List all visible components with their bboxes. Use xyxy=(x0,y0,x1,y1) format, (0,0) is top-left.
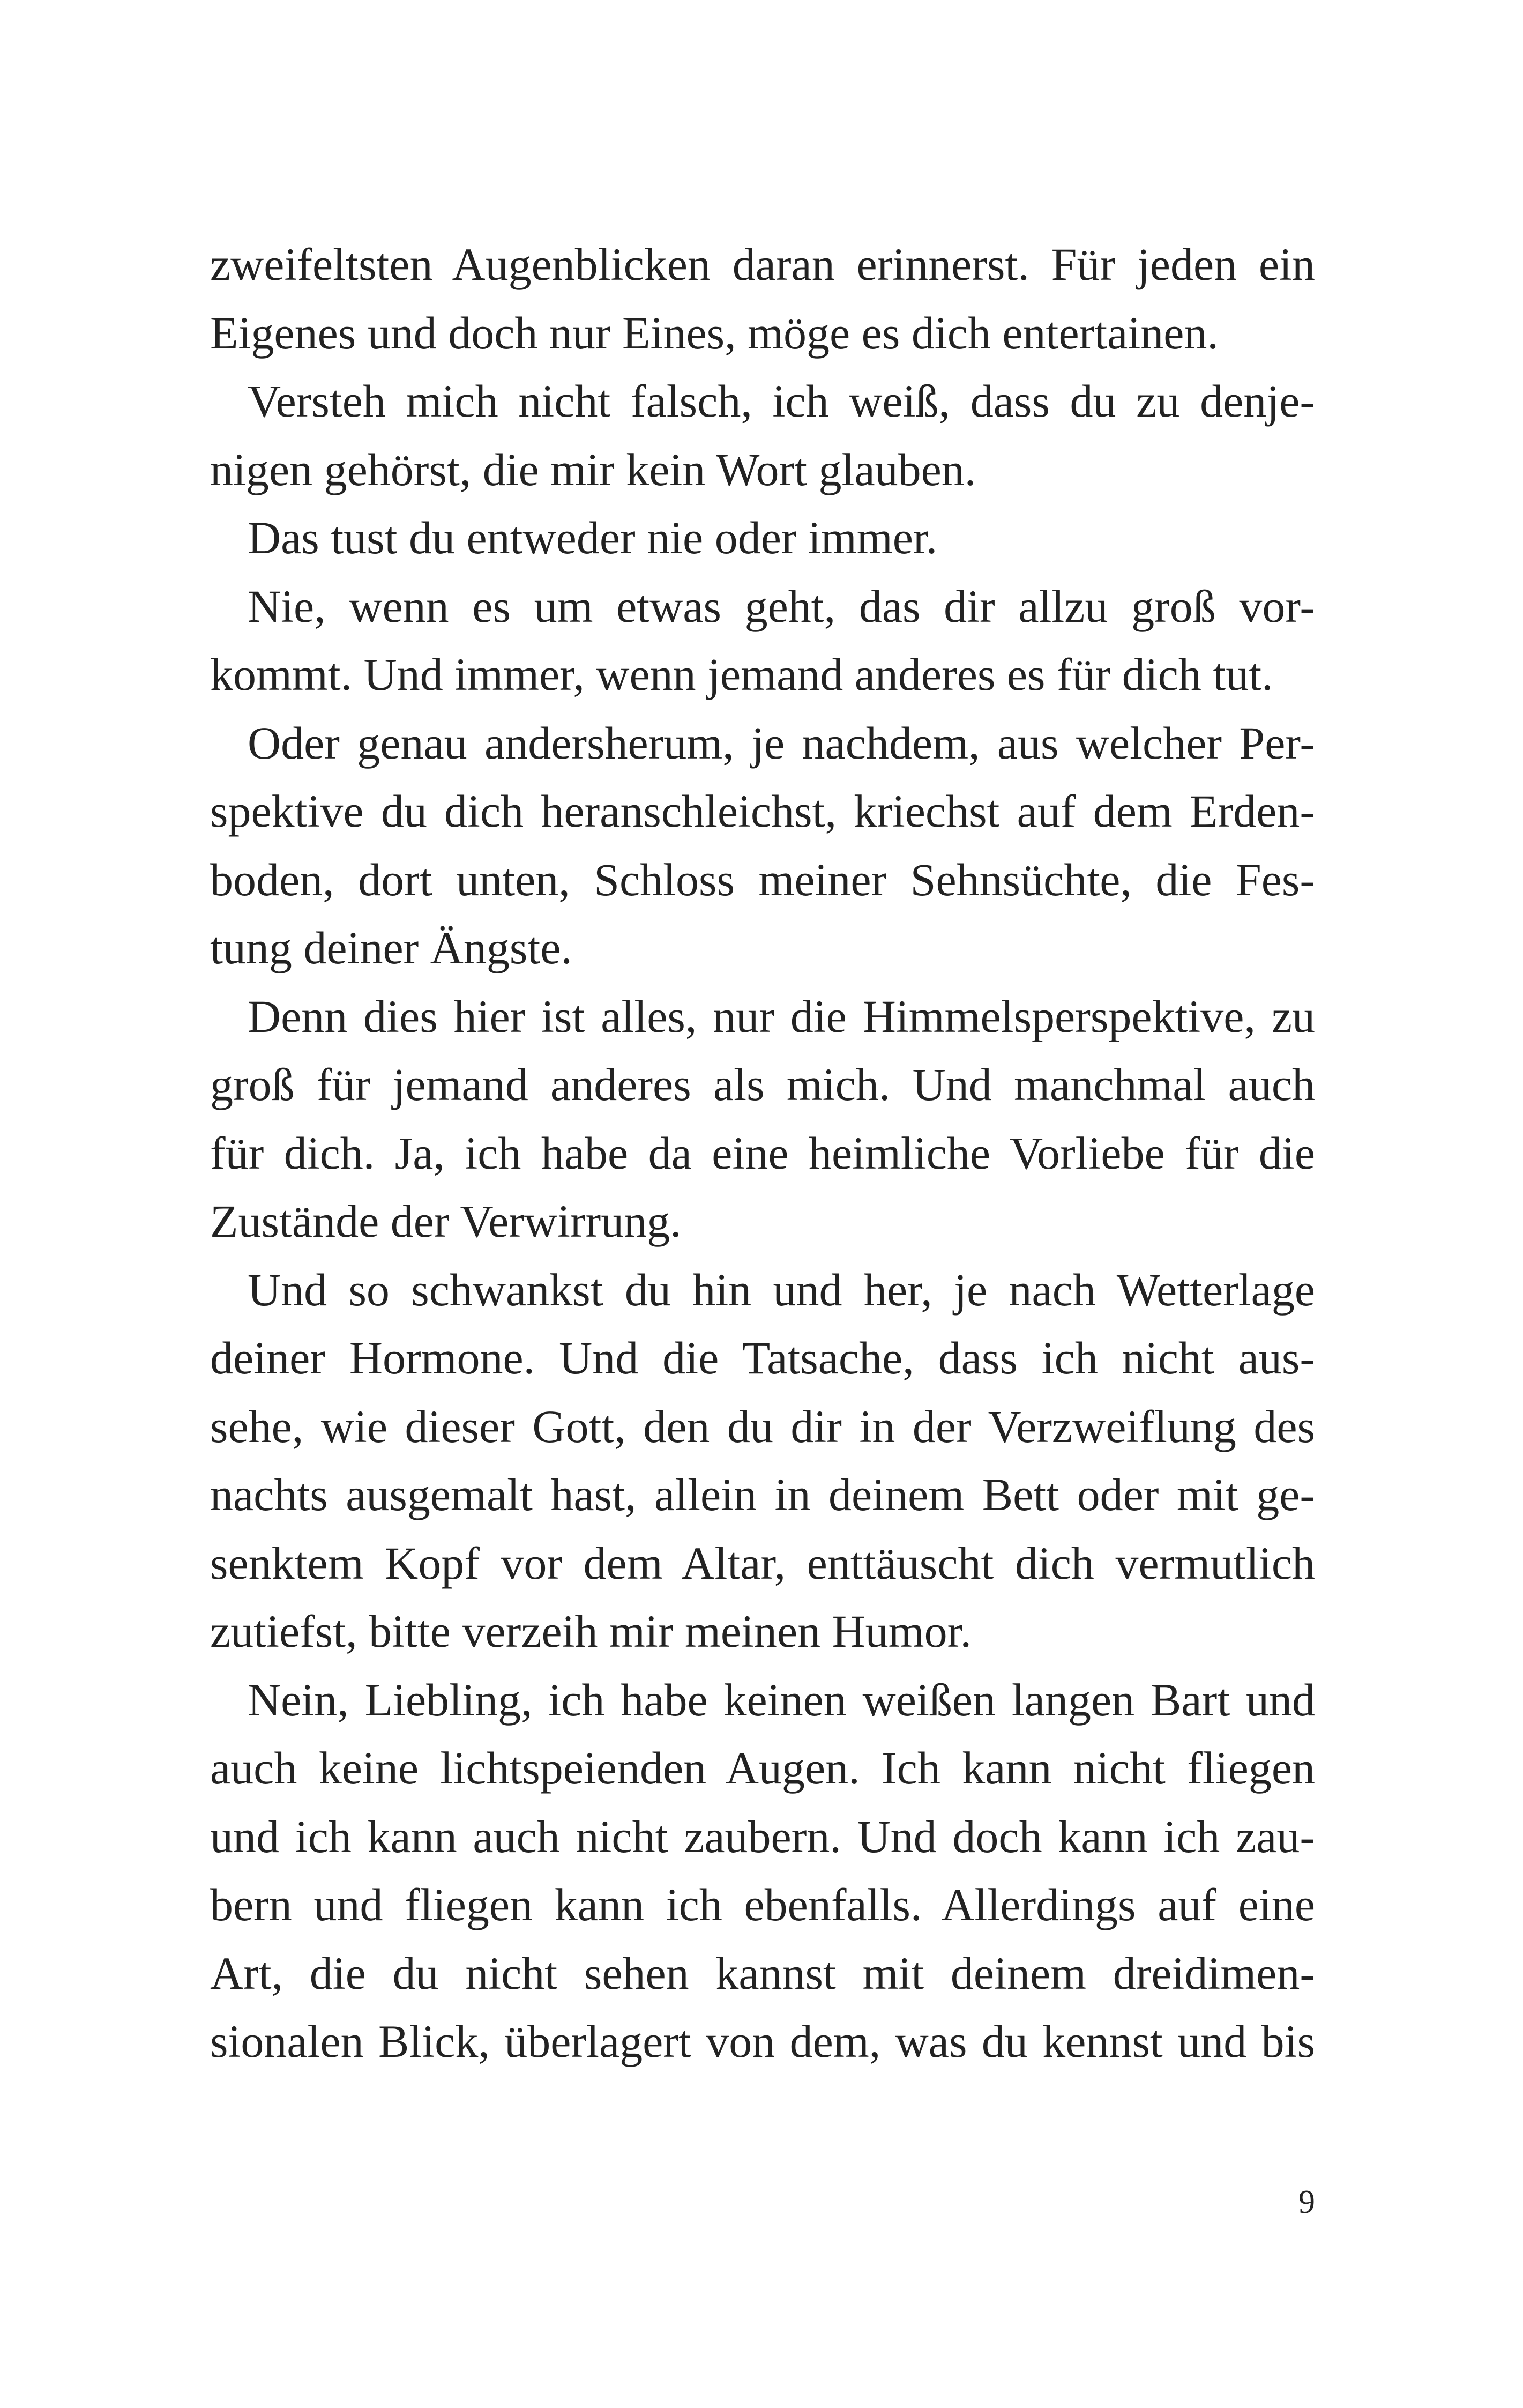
page-number: 9 xyxy=(1298,2184,1315,2220)
text-line: Zustände der Verwirrung. xyxy=(210,1195,682,1247)
text-line: Denn dies hier ist alles, nur die Himmelsperspektive, zu xyxy=(248,990,1315,1042)
text-line: senktem Kopf vor dem Altar, enttäuscht dich vermutlich xyxy=(210,1537,1315,1589)
text-line: Und so schwankst du hin und her, je nach Wetterlage xyxy=(248,1264,1315,1316)
text-line: deiner Hormone. Und die Tatsache, dass ich nicht aus- xyxy=(210,1332,1315,1384)
text-line: Eigenes und doch nur Eines, möge es dich entertainen. xyxy=(210,307,1219,359)
text-line: nachts ausgemalt hast, allein in deinem Bett oder mit ge- xyxy=(210,1469,1315,1520)
text-line: Art, die du nicht sehen kannst mit deinem dreidimen- xyxy=(210,1947,1315,1999)
text-line: für dich. Ja, ich habe da eine heimliche Vorliebe für die xyxy=(210,1127,1315,1179)
text-line: sionalen Blick, überlagert von dem, was du kennst und bis xyxy=(210,2016,1315,2067)
text-line: sehe, wie dieser Gott, den du dir in der Verzweiflung des xyxy=(210,1400,1315,1452)
text-line: und ich kann auch nicht zaubern. Und doch kann ich zau- xyxy=(210,1810,1315,1862)
text-line: Nie, wenn es um etwas geht, das dir allzu groß vor- xyxy=(248,580,1315,632)
text-line: bern und fliegen kann ich ebenfalls. Allerdings auf eine xyxy=(210,1879,1315,1930)
text-line: tung deiner Ängste. xyxy=(210,922,572,973)
body-text xyxy=(210,231,1315,2076)
text-line: zutiefst, bitte verzeih mir meinen Humor. xyxy=(210,1606,972,1657)
text-line: zweifeltsten Augenblicken daran erinnerst. Für jeden ein xyxy=(210,239,1315,290)
text-line: spektive du dich heranschleichst, kriechst auf dem Erden- xyxy=(210,785,1315,837)
text-line: auch keine lichtspeienden Augen. Ich kann nicht fliegen xyxy=(210,1742,1315,1794)
text-line: Versteh mich nicht falsch, ich weiß, dass du zu denje- xyxy=(248,375,1315,427)
text-line: kommt. Und immer, wenn jemand anderes es für dich tut. xyxy=(210,649,1273,700)
text-line: boden, dort unten, Schloss meiner Sehnsüchte, die Fes- xyxy=(210,853,1315,905)
text-line: groß für jemand anderes als mich. Und manchmal auch xyxy=(210,1059,1315,1110)
text-line: nigen gehörst, die mir kein Wort glauben. xyxy=(210,443,976,495)
text-line: Das tust du entweder nie oder immer. xyxy=(248,512,938,563)
text-line: Nein, Liebling, ich habe keinen weißen langen Bart und xyxy=(248,1674,1315,1726)
text-line: Oder genau andersherum, je nachdem, aus welcher Per- xyxy=(248,717,1315,769)
